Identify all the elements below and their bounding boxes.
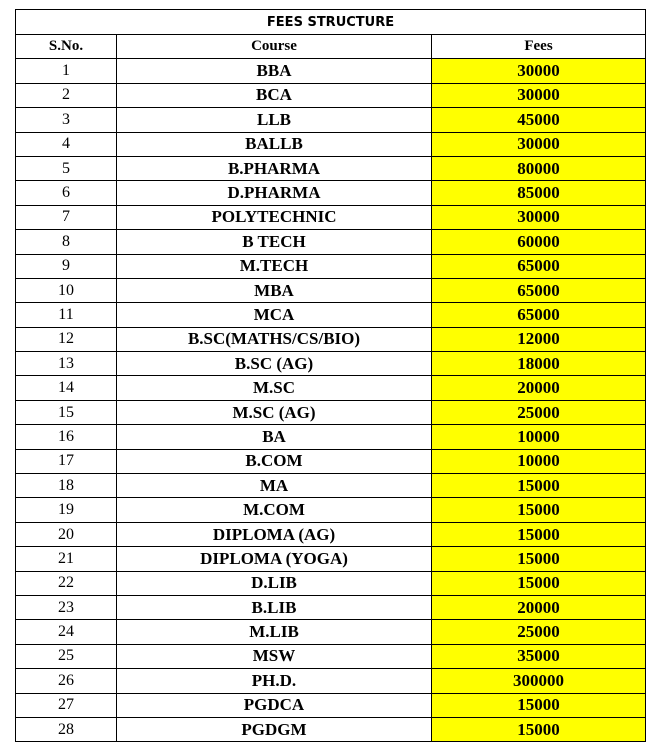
sno-cell: 18: [16, 474, 117, 498]
course-cell: B.PHARMA: [117, 156, 432, 180]
course-cell: B.LIB: [117, 595, 432, 619]
fees-table: [15, 9, 646, 742]
sno-cell: 10: [16, 278, 117, 302]
table-row: [16, 400, 646, 424]
course-cell: MBA: [117, 278, 432, 302]
table-row: [16, 595, 646, 619]
table-title: FEES STRUCTURE: [16, 10, 646, 35]
table-row: [16, 474, 646, 498]
sno-header: S.No.: [16, 35, 117, 59]
course-cell: MA: [117, 474, 432, 498]
table-row: [16, 303, 646, 327]
table-row: [16, 108, 646, 132]
sno-cell: 15: [16, 400, 117, 424]
table-row: [16, 83, 646, 107]
table-row: [16, 156, 646, 180]
sno-cell: 12: [16, 327, 117, 351]
course-cell: M.SC (AG): [117, 400, 432, 424]
fee-cell: 45000: [432, 108, 646, 132]
table-row: [16, 278, 646, 302]
fee-cell: 30000: [432, 83, 646, 107]
sno-cell: 13: [16, 352, 117, 376]
table-row: [16, 620, 646, 644]
course-cell: LLB: [117, 108, 432, 132]
fee-cell: 30000: [432, 59, 646, 83]
table-row: [16, 181, 646, 205]
course-cell: MSW: [117, 644, 432, 668]
fees-document: [15, 9, 645, 742]
sno-cell: 3: [16, 108, 117, 132]
fee-cell: 10000: [432, 449, 646, 473]
fee-cell: 15000: [432, 522, 646, 546]
sno-cell: 19: [16, 498, 117, 522]
course-cell: PGDGM: [117, 717, 432, 741]
course-cell: DIPLOMA (AG): [117, 522, 432, 546]
sno-cell: 1: [16, 59, 117, 83]
course-cell: BBA: [117, 59, 432, 83]
sno-cell: 7: [16, 205, 117, 229]
title-row: [16, 10, 646, 35]
table-row: [16, 205, 646, 229]
sno-cell: 23: [16, 595, 117, 619]
sno-cell: 24: [16, 620, 117, 644]
fee-cell: 30000: [432, 132, 646, 156]
sno-cell: 21: [16, 547, 117, 571]
table-row: [16, 717, 646, 741]
sno-cell: 14: [16, 376, 117, 400]
table-row: [16, 571, 646, 595]
sno-cell: 6: [16, 181, 117, 205]
fee-cell: 12000: [432, 327, 646, 351]
table-row: [16, 230, 646, 254]
fee-cell: 15000: [432, 717, 646, 741]
fee-cell: 65000: [432, 254, 646, 278]
table-row: [16, 449, 646, 473]
sno-cell: 20: [16, 522, 117, 546]
course-cell: PH.D.: [117, 669, 432, 693]
course-cell: M.TECH: [117, 254, 432, 278]
fee-cell: 15000: [432, 693, 646, 717]
table-row: [16, 352, 646, 376]
course-cell: BCA: [117, 83, 432, 107]
sno-cell: 26: [16, 669, 117, 693]
sno-cell: 27: [16, 693, 117, 717]
header-row: [16, 35, 646, 59]
course-cell: BALLB: [117, 132, 432, 156]
table-row: [16, 522, 646, 546]
course-cell: D.PHARMA: [117, 181, 432, 205]
table-row: [16, 693, 646, 717]
sno-cell: 2: [16, 83, 117, 107]
fee-cell: 60000: [432, 230, 646, 254]
table-row: [16, 547, 646, 571]
fee-cell: 35000: [432, 644, 646, 668]
course-cell: B.COM: [117, 449, 432, 473]
table-row: [16, 425, 646, 449]
sno-cell: 8: [16, 230, 117, 254]
fee-cell: 80000: [432, 156, 646, 180]
sno-cell: 25: [16, 644, 117, 668]
fee-cell: 65000: [432, 278, 646, 302]
course-header: Course: [117, 35, 432, 59]
course-cell: POLYTECHNIC: [117, 205, 432, 229]
sno-cell: 11: [16, 303, 117, 327]
table-row: [16, 59, 646, 83]
fee-cell: 85000: [432, 181, 646, 205]
course-cell: B TECH: [117, 230, 432, 254]
fee-cell: 15000: [432, 547, 646, 571]
sno-cell: 28: [16, 717, 117, 741]
table-body: [16, 59, 646, 742]
course-cell: BA: [117, 425, 432, 449]
fee-cell: 18000: [432, 352, 646, 376]
table-row: [16, 644, 646, 668]
course-cell: M.LIB: [117, 620, 432, 644]
fee-cell: 15000: [432, 498, 646, 522]
sno-cell: 5: [16, 156, 117, 180]
sno-cell: 22: [16, 571, 117, 595]
fee-cell: 65000: [432, 303, 646, 327]
sno-cell: 9: [16, 254, 117, 278]
fee-cell: 10000: [432, 425, 646, 449]
sno-cell: 4: [16, 132, 117, 156]
fees-header: Fees: [432, 35, 646, 59]
fee-cell: 30000: [432, 205, 646, 229]
course-cell: MCA: [117, 303, 432, 327]
course-cell: M.COM: [117, 498, 432, 522]
fee-cell: 25000: [432, 620, 646, 644]
fee-cell: 15000: [432, 571, 646, 595]
course-cell: M.SC: [117, 376, 432, 400]
course-cell: PGDCA: [117, 693, 432, 717]
course-cell: B.SC (AG): [117, 352, 432, 376]
fee-cell: 300000: [432, 669, 646, 693]
table-row: [16, 376, 646, 400]
course-cell: B.SC(MATHS/CS/BIO): [117, 327, 432, 351]
course-cell: D.LIB: [117, 571, 432, 595]
table-row: [16, 669, 646, 693]
fee-cell: 20000: [432, 595, 646, 619]
table-row: [16, 132, 646, 156]
fee-cell: 15000: [432, 474, 646, 498]
sno-cell: 16: [16, 425, 117, 449]
table-row: [16, 498, 646, 522]
table-row: [16, 327, 646, 351]
fee-cell: 20000: [432, 376, 646, 400]
table-row: [16, 254, 646, 278]
sno-cell: 17: [16, 449, 117, 473]
course-cell: DIPLOMA (YOGA): [117, 547, 432, 571]
fee-cell: 25000: [432, 400, 646, 424]
